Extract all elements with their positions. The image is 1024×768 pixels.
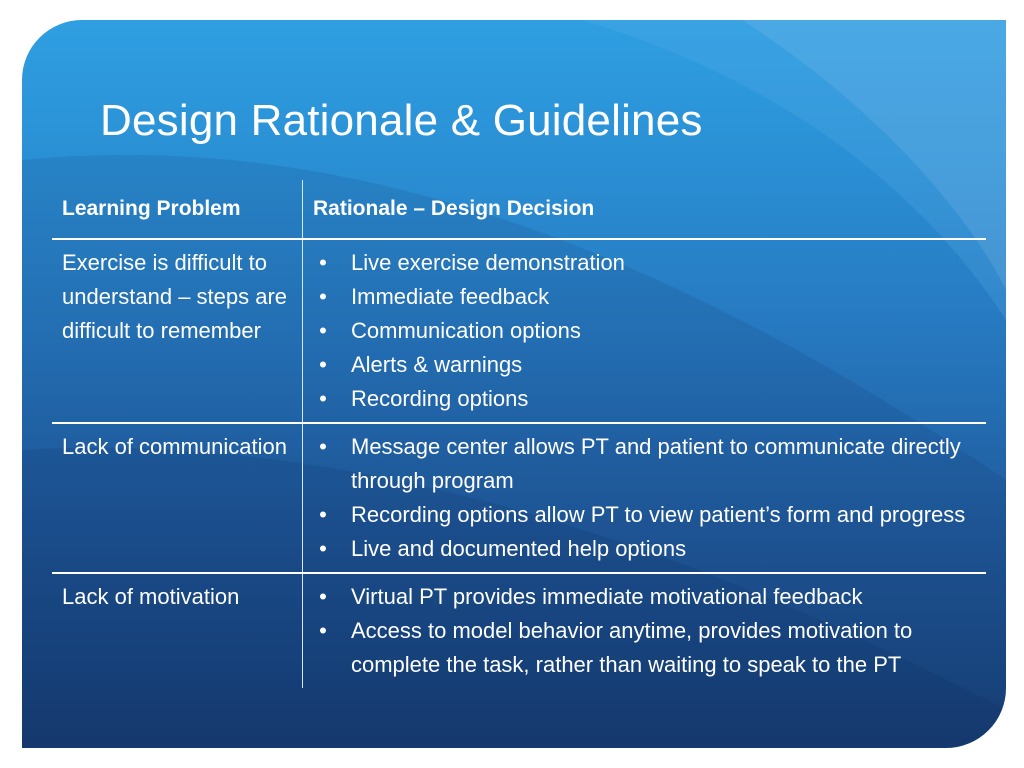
bullet-icon: •	[319, 536, 327, 561]
list-item: • Message center allows PT and patient to communicate directly through program	[313, 430, 976, 498]
header-rationale: Rationale – Design Decision	[313, 197, 595, 220]
list-item: • Live exercise demonstration	[313, 246, 976, 280]
bullet-icon: •	[319, 434, 327, 459]
table-row	[52, 573, 986, 688]
table-row	[52, 423, 986, 573]
bullet-icon: •	[319, 250, 327, 275]
bullet-icon: •	[319, 352, 327, 377]
problem-cell: Exercise is difficult to understand – steps are difficult to remember	[52, 239, 303, 423]
list-item: • Immediate feedback	[313, 280, 976, 314]
bullet-icon: •	[319, 584, 327, 609]
decision-list	[313, 430, 976, 566]
bullet-icon: •	[319, 386, 327, 411]
bullet-icon: •	[319, 618, 327, 643]
table-header-row	[52, 180, 986, 239]
list-item: • Recording options allow PT to view patient’s form and progress	[313, 498, 976, 532]
decision-cell	[303, 573, 987, 688]
bullet-icon: •	[319, 318, 327, 343]
rationale-table	[52, 180, 986, 688]
list-item: • Live and documented help options	[313, 532, 976, 566]
bullet-icon: •	[319, 284, 327, 309]
problem-cell: Lack of communication	[52, 423, 303, 573]
list-item: • Communication options	[313, 314, 976, 348]
decision-cell	[303, 423, 987, 573]
decision-cell	[303, 239, 987, 423]
list-item: • Access to model behavior anytime, provides motivation to complete the task, rather than waiting to speak to the PT	[313, 614, 976, 682]
problem-cell: Lack of motivation	[52, 573, 303, 688]
table-row	[52, 239, 986, 423]
slide-title: Design Rationale & Guidelines	[100, 96, 703, 145]
bullet-icon: •	[319, 502, 327, 527]
list-item: • Alerts & warnings	[313, 348, 976, 382]
list-item: • Recording options	[313, 382, 976, 416]
slide	[22, 20, 1006, 748]
decision-list	[313, 580, 976, 682]
decision-list	[313, 246, 976, 416]
list-item: • Virtual PT provides immediate motivational feedback	[313, 580, 976, 614]
header-learning-problem: Learning Problem	[52, 180, 303, 239]
